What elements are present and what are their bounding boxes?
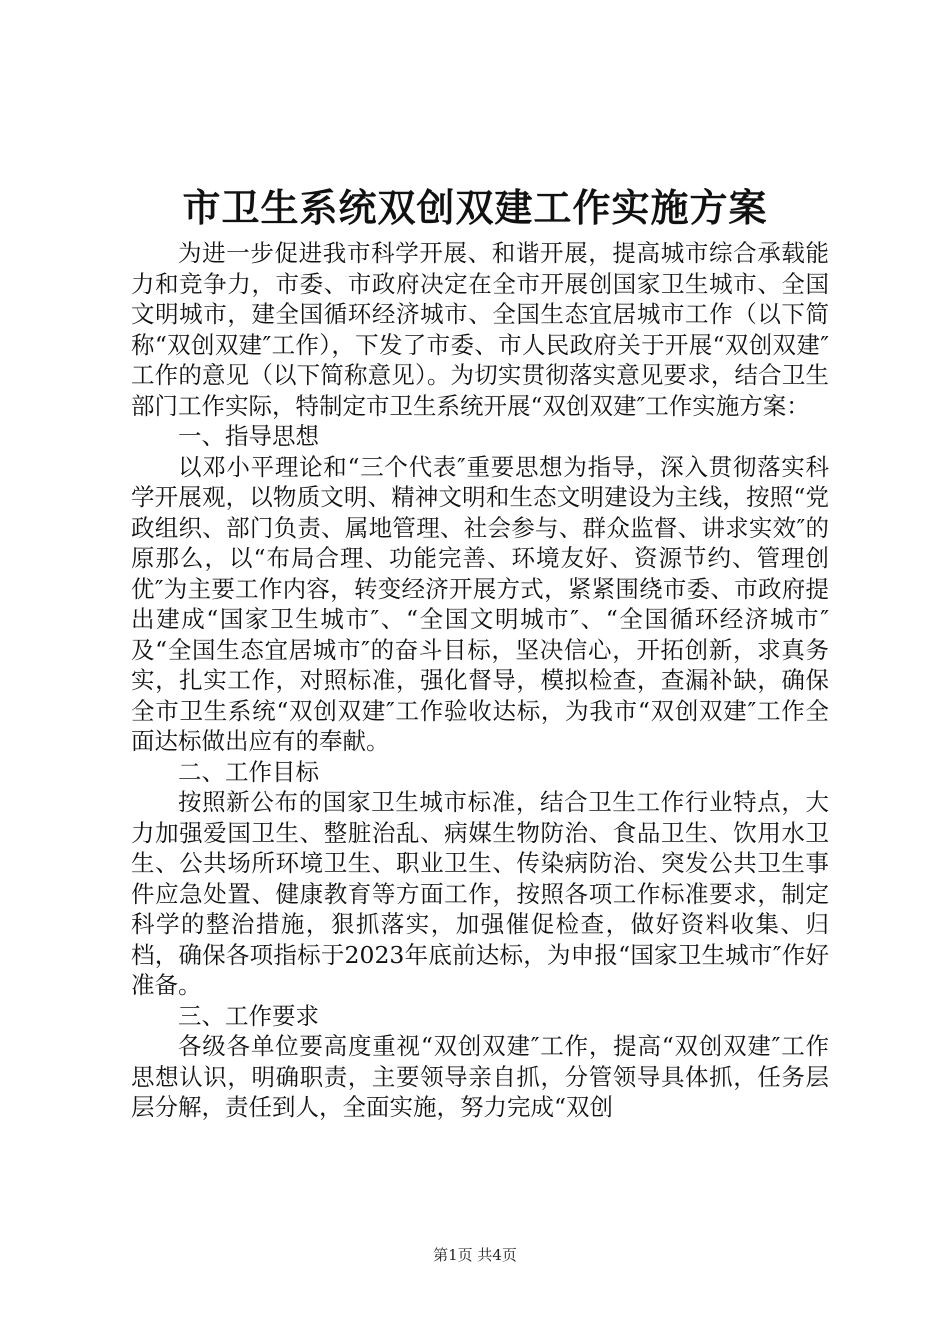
section-heading-work-requirements: 三、工作要求 (178, 1001, 319, 1030)
work-goals-paragraph: 按照新公布的国家卫生城市标准，结合卫生工作行业特点，大力加强爱国卫生、整脏治乱、病媒生物防治、食品卫生、饮用水卫生、公共场所环境卫生、职业卫生、传染病防治、突发公共卫生事件应急处置、健康教育等方面工作，按照各项工作标准要求，制定科学的整治措施，狠抓落实，加强催促检查，做好资料收集、归档，确保各项指标于2023年底前达标，为申报“国家卫生城市″作好准备。 (131, 788, 829, 999)
work-requirements-paragraph: 各级各单位要高度重视“双创双建″工作，提高“双创双建″工作思想认识，明确职责，主要领导亲自抓，分管领导具体抓，任务层层分解，责任到人，全面实施，努力完成“双创 (131, 1032, 829, 1121)
document-title: 市卫生系统双创双建工作实施方案 (182, 185, 768, 230)
page-footer: 第1页 共4页 (433, 1246, 517, 1264)
section-heading-work-goals: 二、工作目标 (178, 757, 319, 786)
intro-paragraph: 为进一步促进我市科学开展、和谐开展，提高城市综合承载能力和竞争力，市委、市政府决定在全市开展创国家卫生城市、全国文明城市，建全国循环经济城市、全国生态宜居城市工作（以下简称“双创双建″工作），下发了市委、市人民政府关于开展“双创双建″工作的意见（以下简称意见）。为切实贯彻落实意见要求，结合卫生部门工作实际，特制定市卫生系统开展“双创双建″工作实施方案： (131, 239, 829, 420)
document-body (131, 238, 829, 1123)
section-heading-guiding-ideology: 一、指导思想 (178, 422, 319, 450)
guiding-ideology-paragraph: 以邓小平理论和“三个代表″重要思想为指导，深入贯彻落实科学开展观，以物质文明、精神文明和生态文明建设为主线，按照“党政组织、部门负责、属地管理、社会参与、群众监督、讲求实效″的原那么，以“布局合理、功能完善、环境友好、资源节约、管理创优″为主要工作内容，转变经济开展方式，紧紧围绕市委、市政府提出建成“国家卫生城市″、“全国文明城市″、“全国循环经济城市″及“全国生态宜居城市″的奋斗目标，坚决信心，开拓创新，求真务实，扎实工作，对照标准，强化督导，模拟检查，查漏补缺，确保全市卫生系统“双创双建″工作验收达标，为我市“双创双建″工作全面达标做出应有的奉献。 (131, 452, 829, 755)
